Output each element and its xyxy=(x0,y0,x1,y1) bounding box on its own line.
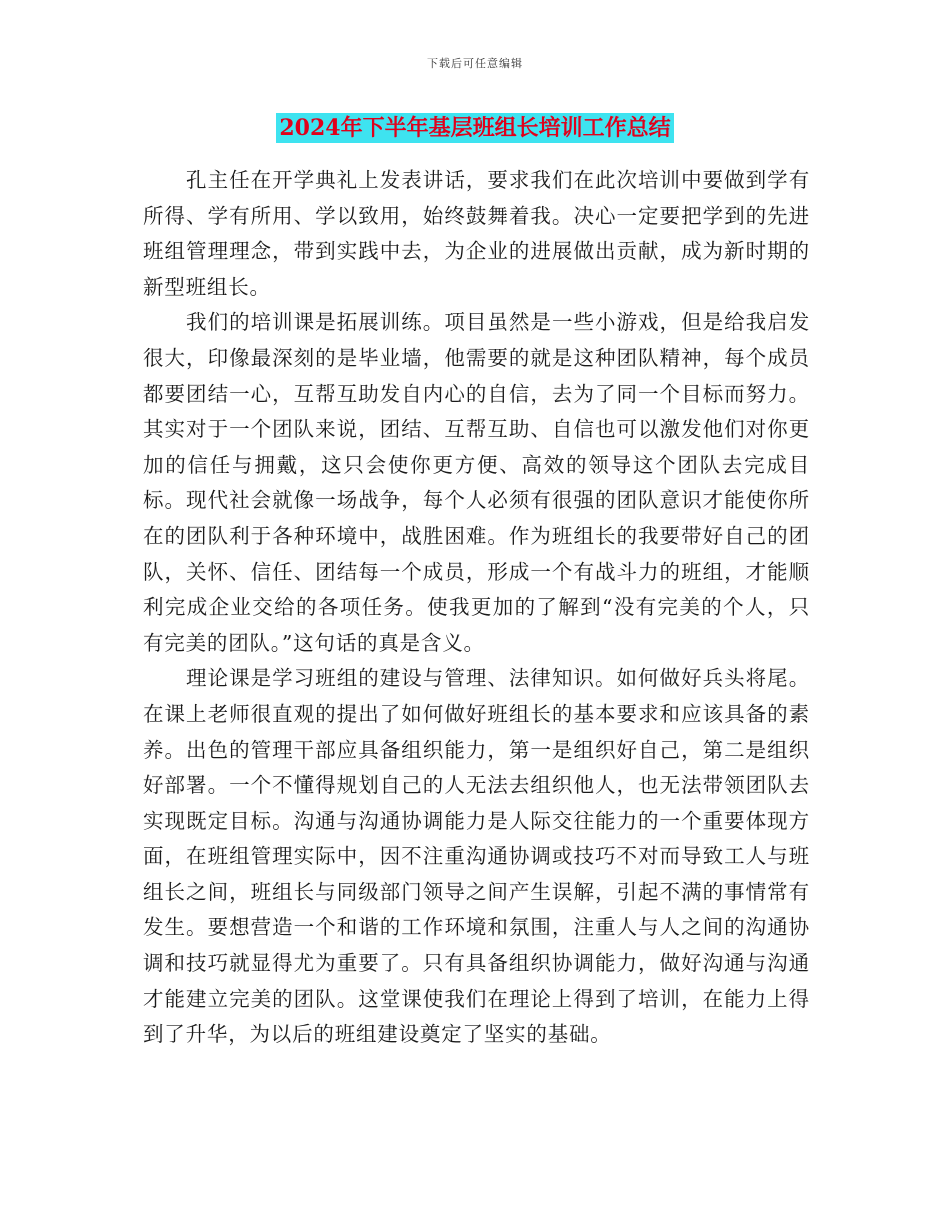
title-container xyxy=(0,113,950,143)
page-header-note: 下载后可任意编辑 xyxy=(427,57,523,70)
document-title: 2024年下半年基层班组长培训工作总结 xyxy=(276,113,673,143)
document-body xyxy=(143,163,810,1053)
paragraph-theory-course: 理论课是学习班组的建设与管理、法律知识。如何做好兵头将尾。在课上老师很直观的提出了如何做好班组长的基本要求和应该具备的素养。出色的管理干部应具备组织能力，第一是组织好自己，第二是组织好部署。一个不懂得规划自己的人无法去组织他人，也无法带领团队去实现既定目标。沟通与沟通协调能力是人际交往能力的一个重要体现方面，在班组管理实际中，因不注重沟通协调或技巧不对而导致工人与班组长之间，班组长与同级部门领导之间产生误解，引起不满的事情常有发生。要想营造一个和谐的工作环境和氛围，注重人与人之间的沟通协调和技巧就显得尤为重要了。只有具备组织协调能力，做好沟通与沟通才能建立完美的团队。这堂课使我们在理论上得到了培训，在能力上得到了升华，为以后的班组建设奠定了坚实的基础。 xyxy=(143,666,810,1047)
paragraph-opening-ceremony: 孔主任在开学典礼上发表讲话，要求我们在此次培训中要做到学有所得、学有所用、学以致用，始终鼓舞着我。决心一定要把学到的先进班组管理理念，带到实践中去，为企业的进展做出贡献，成为新时期的新型班组长。 xyxy=(143,168,810,299)
paragraph-outdoor-training: 我们的培训课是拓展训练。项目虽然是一些小游戏，但是给我启发很大，印像最深刻的是毕业墙，他需要的就是这种团队精神，每个成员都要团结一心，互帮互助发自内心的自信，去为了同一个目标而努力。其实对于一个团队来说，团结、互帮互助、自信也可以激发他们对你更加的信任与拥戴，这只会使你更方便、高效的领导这个团队去完成目标。现代社会就像一场战争，每个人必须有很强的团队意识才能使你所在的团队利于各种环境中，战胜困难。作为班组长的我要带好自己的团队，关怀、信任、团结每一个成员，形成一个有战斗力的班组，才能顺利完成企业交给的各项任务。使我更加的了解到“没有完美的个人，只有完美的团队。”这句话的真是含义。 xyxy=(143,310,810,655)
